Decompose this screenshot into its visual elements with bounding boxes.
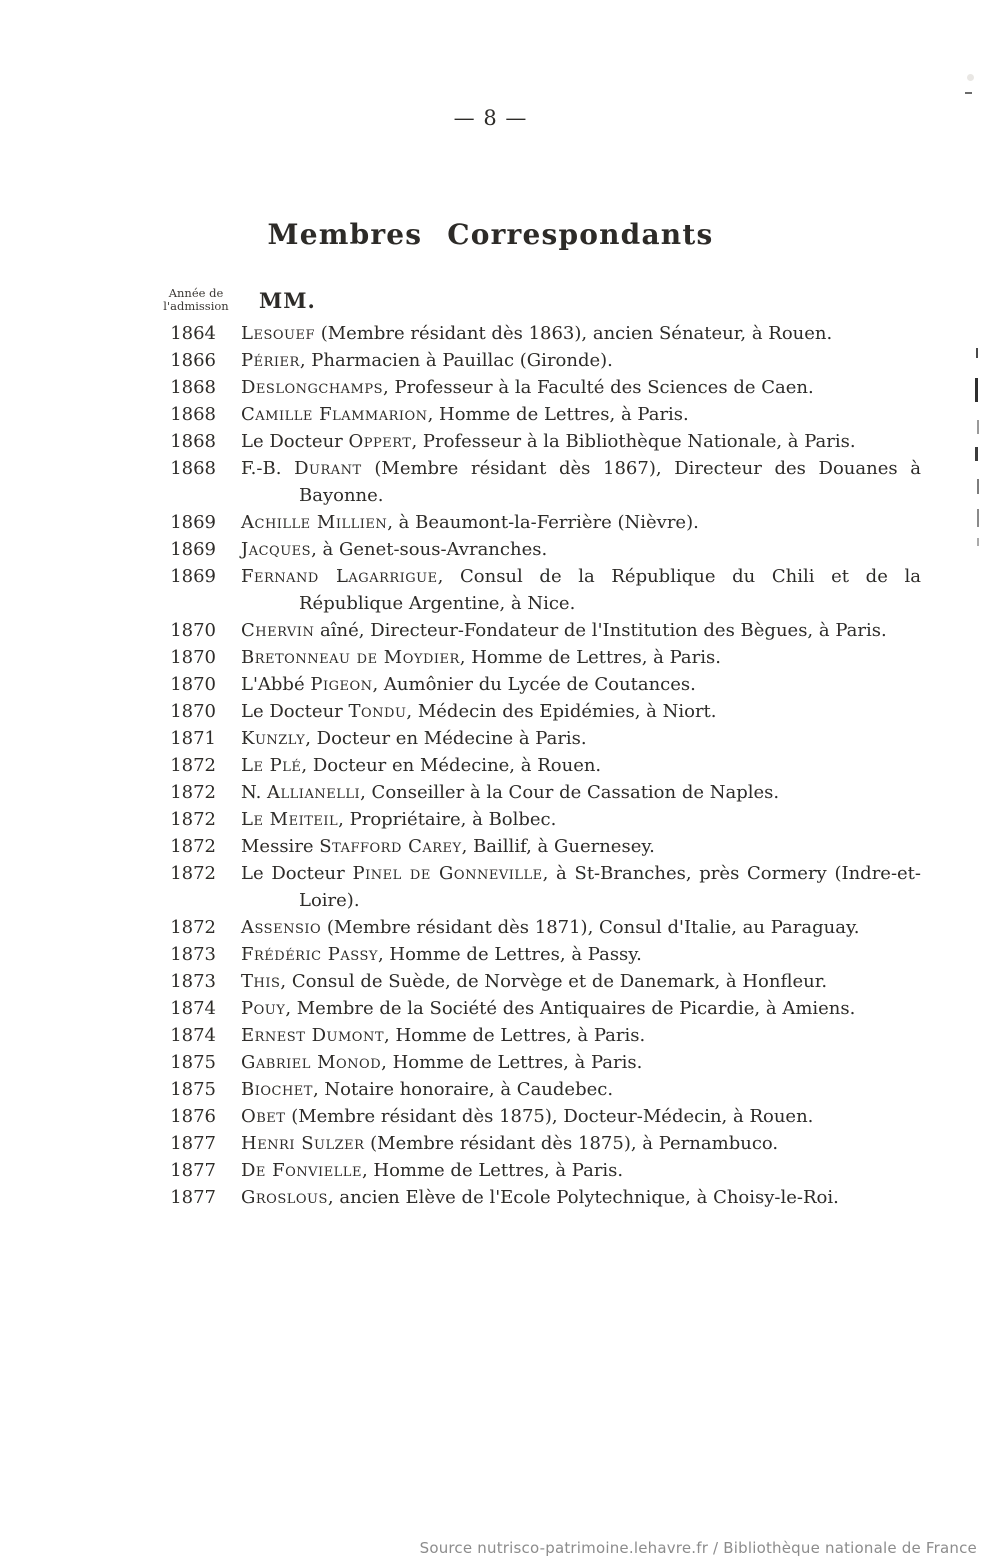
member-detail: , Baillif, à Guernesey. (461, 836, 655, 857)
member-detail: , Aumônier du Lycée de Coutances. (372, 674, 696, 695)
table-header (153, 287, 316, 313)
admission-year: 1874 (170, 998, 216, 1019)
member-row (168, 401, 868, 428)
member-detail: (Membre résidant dès 1863), ancien Sénateur, à Rouen. (314, 323, 833, 344)
member-row (168, 752, 868, 779)
member-detail: (Membre résidant dès 1867), Directeur des Douanes à Bayonne. (299, 458, 921, 506)
member-name: Deslongchamps (241, 377, 384, 398)
member-description (241, 1103, 921, 1130)
member-detail: , Homme de Lettres, à Paris. (384, 1025, 646, 1046)
admission-year: 1870 (170, 647, 216, 668)
member-name: Durant (294, 458, 362, 479)
member-row (168, 1076, 868, 1103)
admission-year: 1872 (170, 836, 216, 857)
member-name: Ernest Dumont (241, 1025, 384, 1046)
admission-year: 1869 (170, 539, 216, 560)
page-title: Membres Correspondants (267, 218, 714, 251)
member-name: Le Plé (241, 755, 302, 776)
admission-year: 1868 (170, 431, 216, 452)
member-detail: , Professeur à la Bibliothèque Nationale, à Paris. (411, 431, 856, 452)
member-name: Henri Sulzer (241, 1133, 365, 1154)
member-name: Stafford Carey (319, 836, 462, 857)
scan-artifact (977, 538, 979, 546)
member-name: Camille Flammarion (241, 404, 428, 425)
member-detail: , Membre de la Société des Antiquaires de Picardie, à Amiens. (285, 998, 856, 1019)
admission-year: 1877 (170, 1187, 216, 1208)
member-row (168, 536, 868, 563)
member-description (241, 968, 921, 995)
member-detail: Messire (241, 836, 320, 857)
member-detail: , Consul de Suède, de Norvège et de Danemark, à Honfleur. (280, 971, 828, 992)
year-column-header (153, 287, 239, 313)
admission-year: 1874 (170, 1025, 216, 1046)
admission-year: 1872 (170, 809, 216, 830)
member-description (241, 833, 921, 860)
admission-year: 1868 (170, 458, 216, 479)
entries-list (168, 320, 921, 1211)
member-description (241, 1157, 921, 1184)
member-description (241, 1049, 921, 1076)
member-name: Biochet (241, 1079, 313, 1100)
member-row (168, 1130, 868, 1157)
member-name: Lesouef (241, 323, 315, 344)
admission-year: 1870 (170, 674, 216, 695)
member-description (241, 617, 921, 644)
member-name: Fernand Lagarrigue (241, 566, 438, 587)
member-description (241, 1022, 921, 1049)
member-name: Allianelli (267, 782, 361, 803)
member-detail: (Membre résidant dès 1871), Consul d'Italie, au Paraguay. (321, 917, 860, 938)
member-name: This (241, 971, 281, 992)
member-detail: , Médecin des Epidémies, à Niort. (406, 701, 717, 722)
member-row (168, 1103, 868, 1130)
member-detail: , Professeur à la Faculté des Sciences de Caen. (383, 377, 814, 398)
member-detail: N. (241, 782, 268, 803)
year-column-header-line2: l'admission (163, 299, 229, 313)
member-name: Pinel de Gonneville (352, 863, 543, 884)
member-name: Chervin (241, 620, 315, 641)
member-detail: , Homme de Lettres, à Passy. (377, 944, 642, 965)
member-description (241, 347, 921, 374)
admission-year: 1875 (170, 1079, 216, 1100)
member-description (241, 914, 921, 941)
member-detail: , à Beaumont-la-Ferrière (Nièvre). (387, 512, 699, 533)
scan-artifact (975, 447, 978, 461)
member-detail: , Homme de Lettres, à Paris. (459, 647, 721, 668)
admission-year: 1877 (170, 1160, 216, 1181)
member-row (168, 725, 868, 752)
member-name: Frédéric Passy (241, 944, 378, 965)
member-detail: F.-B. (241, 458, 295, 479)
member-row (168, 455, 921, 509)
admission-year: 1871 (170, 728, 216, 749)
member-row (168, 1022, 868, 1049)
member-row (168, 941, 868, 968)
member-detail: , Conseiller à la Cour de Cassation de Naples. (360, 782, 780, 803)
admission-year: 1875 (170, 1052, 216, 1073)
member-name: Pouy (241, 998, 286, 1019)
member-description (241, 995, 921, 1022)
member-row (168, 320, 868, 347)
admission-year: 1873 (170, 971, 216, 992)
member-row (168, 1184, 868, 1211)
member-detail: , Homme de Lettres, à Paris. (381, 1052, 643, 1073)
member-detail: , ancien Elève de l'Ecole Polytechnique, à Choisy-le-Roi. (327, 1187, 839, 1208)
scan-artifact (976, 348, 978, 358)
member-detail: , Propriétaire, à Bolbec. (338, 809, 557, 830)
member-detail: Le Docteur (241, 863, 353, 884)
member-row (168, 779, 868, 806)
scan-artifact (977, 420, 979, 434)
member-detail: , à St-Branches, près Cormery (Indre-et-Loire). (299, 863, 921, 911)
member-description (241, 1184, 921, 1211)
member-name: Pigeon (310, 674, 373, 695)
member-row (168, 968, 868, 995)
member-description (241, 860, 921, 914)
member-description (241, 509, 921, 536)
member-description (241, 671, 921, 698)
source-attribution: Source nutrisco-patrimoine.lehavre.fr / Bibliothèque nationale de France (419, 1539, 977, 1557)
member-row (168, 617, 887, 644)
member-description (241, 374, 921, 401)
member-description (241, 428, 921, 455)
member-detail: Le Docteur (241, 701, 349, 722)
member-description (241, 644, 921, 671)
member-name: De Fonvielle (241, 1160, 362, 1181)
member-name: Achille Millien (241, 512, 388, 533)
member-detail: aîné, Directeur-Fondateur de l'Institution des Bègues, à Paris. (314, 620, 887, 641)
member-description (241, 320, 921, 347)
member-row (168, 347, 868, 374)
member-detail: , Homme de Lettres, à Paris. (361, 1160, 624, 1181)
member-description (241, 455, 921, 509)
admission-year: 1870 (170, 620, 216, 641)
member-name: Périer (241, 350, 300, 371)
admission-year: 1872 (170, 863, 216, 884)
year-column-header-line1: Année de (168, 286, 224, 300)
member-detail: , Notaire honoraire, à Caudebec. (312, 1079, 614, 1100)
member-row (168, 806, 868, 833)
admission-year: 1873 (170, 944, 216, 965)
member-name: Oppert (348, 431, 412, 452)
member-description (241, 752, 921, 779)
admission-year: 1868 (170, 377, 216, 398)
admission-year: 1869 (170, 512, 216, 533)
member-detail: L'Abbé (241, 674, 311, 695)
admission-year: 1870 (170, 701, 216, 722)
member-detail: , Pharmacien à Pauillac (Gironde). (299, 350, 613, 371)
member-detail: , Homme de Lettres, à Paris. (427, 404, 689, 425)
member-name: Tondu (348, 701, 407, 722)
member-name: Bretonneau de Moydier (241, 647, 460, 668)
member-row (168, 914, 868, 941)
scan-artifact (977, 479, 979, 494)
member-row (168, 374, 868, 401)
member-row (168, 644, 868, 671)
admission-year: 1872 (170, 755, 216, 776)
member-description (241, 941, 921, 968)
member-row (168, 563, 921, 617)
scan-artifact (967, 74, 974, 81)
admission-year: 1876 (170, 1106, 216, 1127)
names-column-header: MM. (259, 288, 316, 313)
member-row (168, 1157, 868, 1184)
member-detail: (Membre résidant dès 1875), à Pernambuco. (364, 1133, 779, 1154)
member-name: Le Meiteil (241, 809, 339, 830)
member-detail: (Membre résidant dès 1875), Docteur-Médecin, à Rouen. (285, 1106, 814, 1127)
member-row (168, 860, 921, 914)
member-description (241, 536, 921, 563)
admission-year: 1877 (170, 1133, 216, 1154)
member-description (241, 698, 921, 725)
member-name: Jacques (241, 539, 312, 560)
member-row (168, 671, 868, 698)
member-detail: , Consul de la République du Chili et de la République Argentine, à Nice. (299, 566, 921, 614)
member-description (241, 1130, 921, 1157)
member-row (168, 1049, 868, 1076)
member-description (241, 806, 921, 833)
scan-artifact (977, 509, 979, 527)
member-description (241, 1076, 921, 1103)
member-name: Kunzly (241, 728, 306, 749)
member-detail: Le Docteur (241, 431, 349, 452)
member-name: Obet (241, 1106, 286, 1127)
admission-year: 1864 (170, 323, 216, 344)
member-row (168, 833, 868, 860)
member-row (168, 698, 868, 725)
member-description (241, 401, 921, 428)
admission-year: 1872 (170, 782, 216, 803)
member-row (168, 509, 868, 536)
page-number: — 8 — (453, 106, 528, 130)
member-detail: , Docteur en Médecine à Paris. (305, 728, 587, 749)
member-detail: , à Genet-sous-Avranches. (311, 539, 548, 560)
member-name: Assensio (241, 917, 322, 938)
member-row (168, 995, 868, 1022)
member-description (241, 563, 921, 617)
scan-artifact (975, 378, 978, 402)
member-name: Groslous (241, 1187, 328, 1208)
admission-year: 1866 (170, 350, 216, 371)
member-description (241, 779, 921, 806)
member-row (168, 428, 868, 455)
admission-year: 1868 (170, 404, 216, 425)
member-name: Gabriel Monod (241, 1052, 382, 1073)
member-description (241, 725, 921, 752)
admission-year: 1872 (170, 917, 216, 938)
member-detail: , Docteur en Médecine, à Rouen. (301, 755, 602, 776)
scan-artifact (965, 92, 972, 94)
admission-year: 1869 (170, 566, 216, 587)
